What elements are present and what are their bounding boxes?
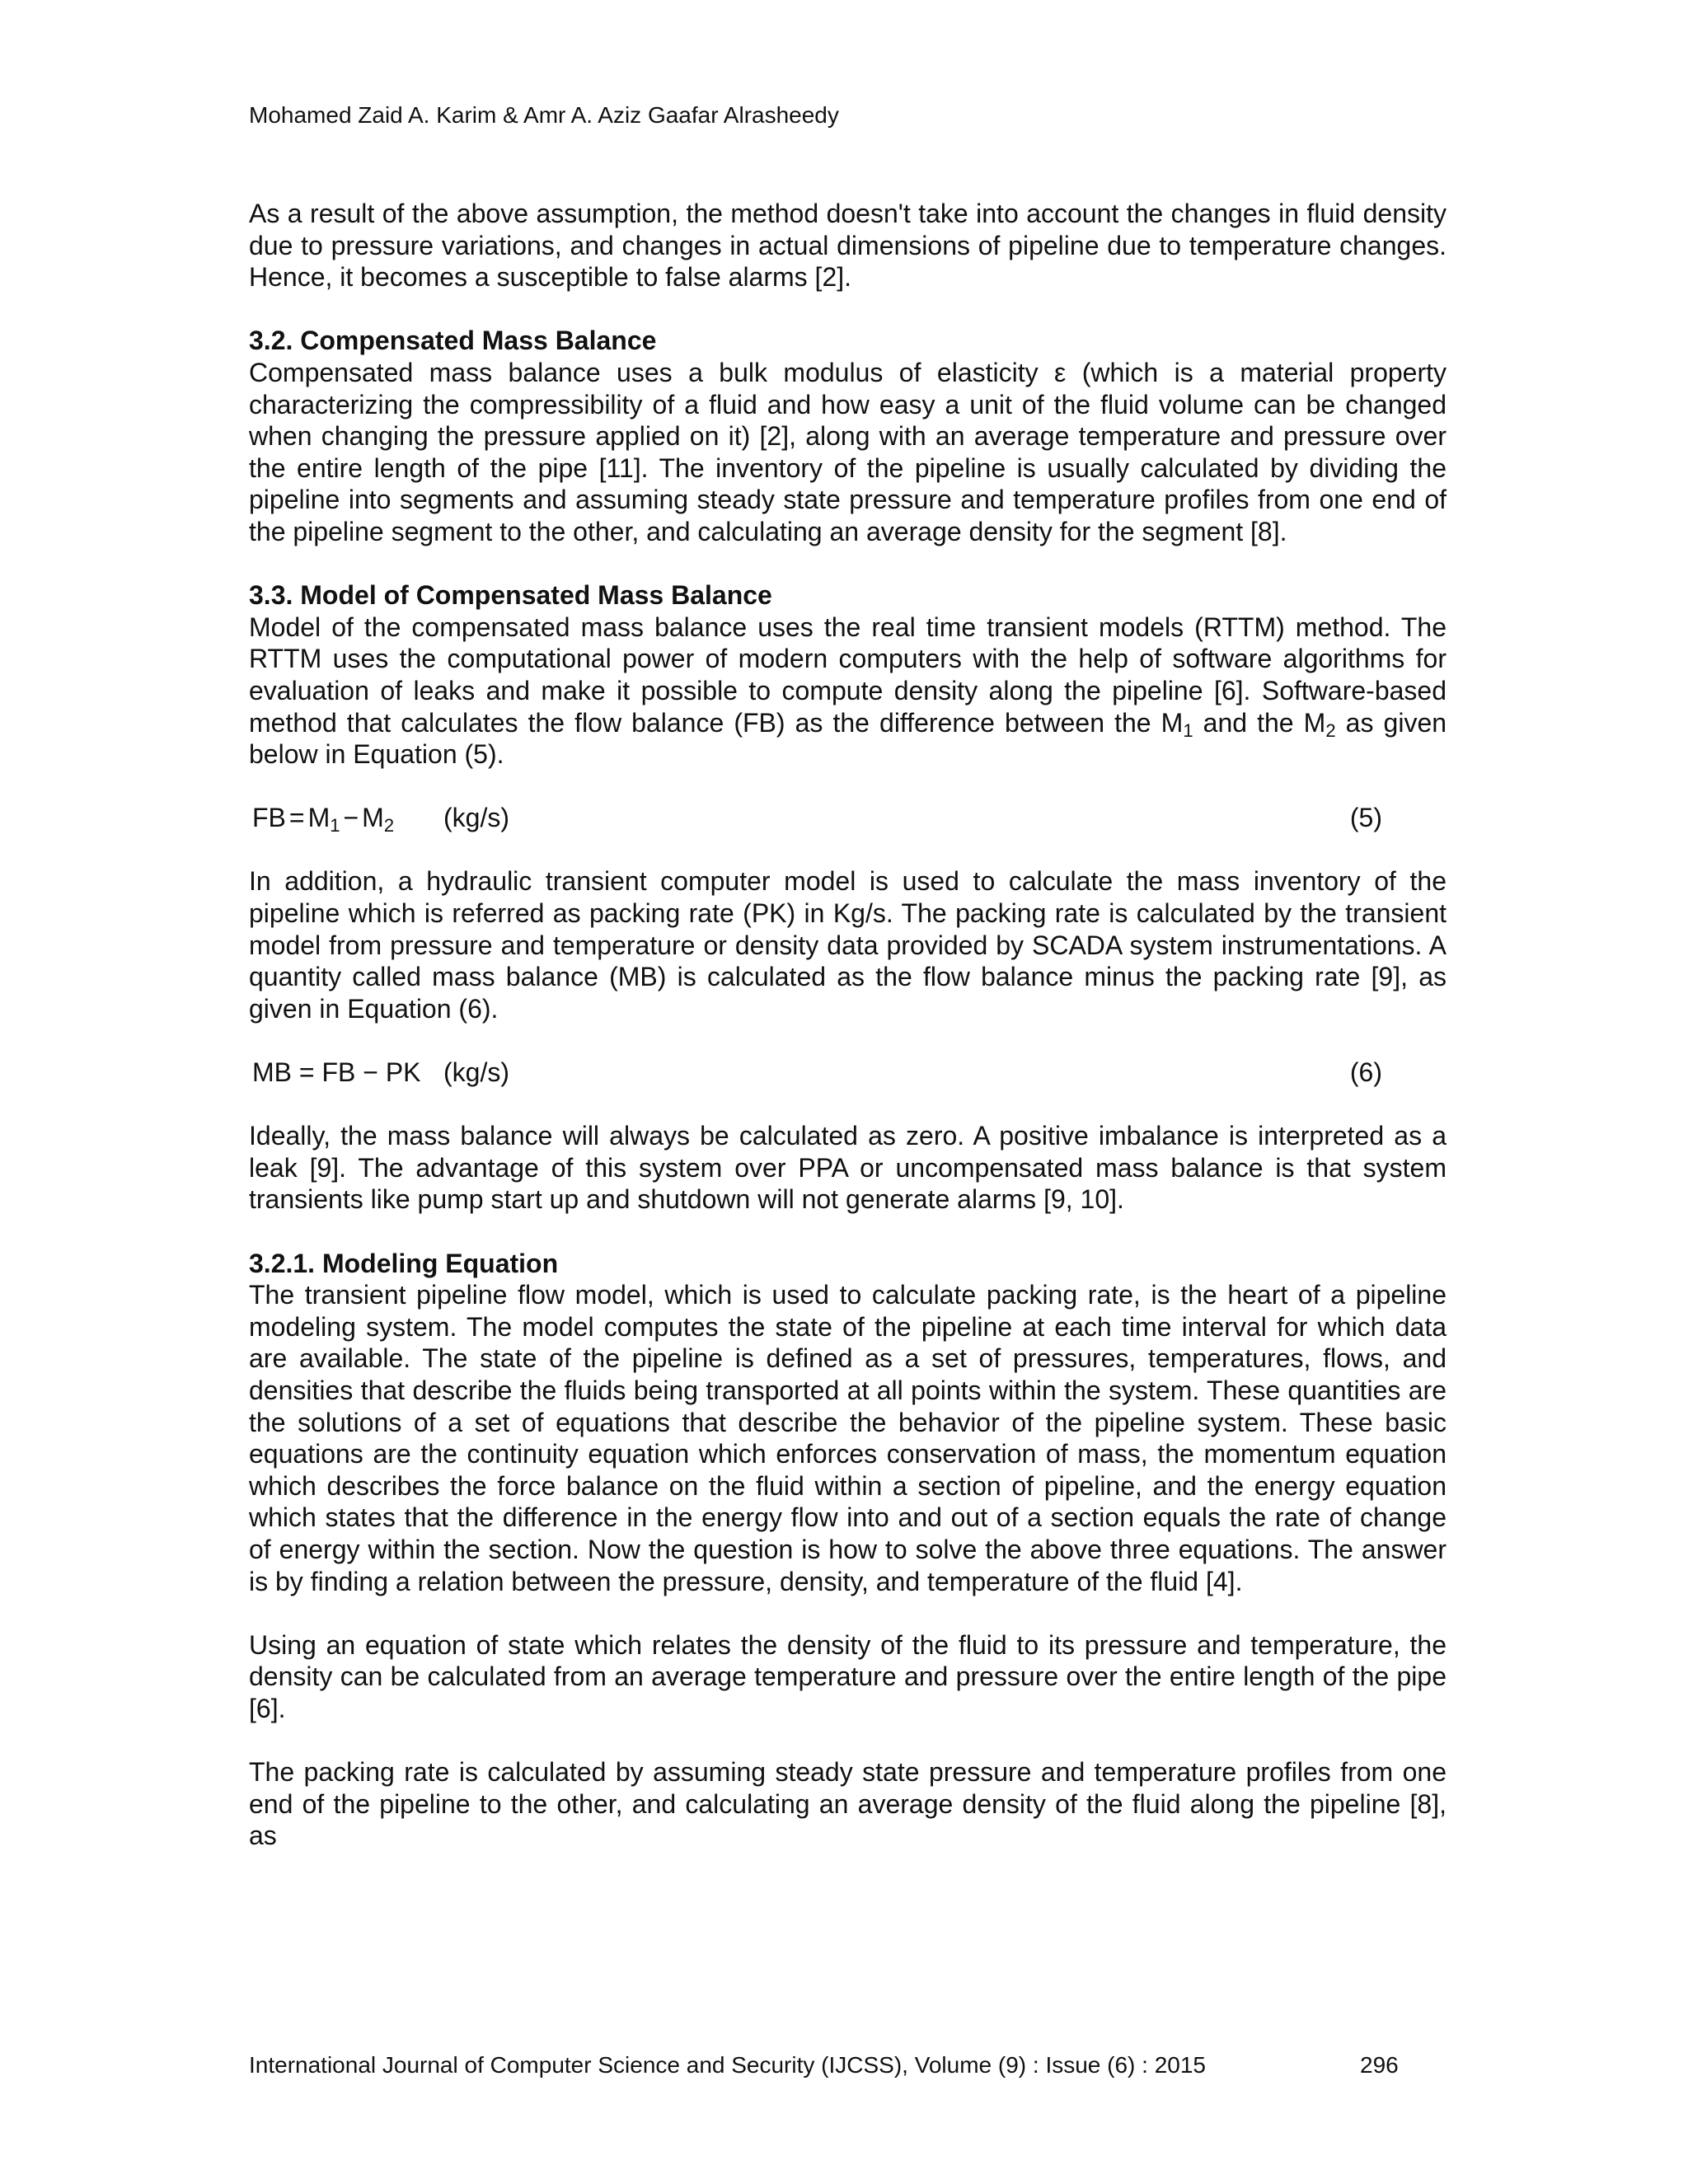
- subscript-2: 2: [1325, 719, 1336, 741]
- equation-5-number: (5): [1349, 803, 1382, 833]
- eq5-minus: −: [343, 803, 359, 833]
- equation-6-expression: MB = FB − PK: [252, 1057, 421, 1088]
- section-heading-3-2-1: 3.2.1. Modeling Equation: [249, 1248, 559, 1278]
- eq5-sub1: 1: [330, 815, 340, 837]
- section-heading-3-3: 3.3. Model of Compensated Mass Balance: [249, 580, 772, 611]
- running-header: Mohamed Zaid A. Karim & Amr A. Aziz Gaafar Alrasheedy: [249, 102, 839, 128]
- page-number: 296: [1360, 2052, 1399, 2078]
- page-body: [249, 198, 1447, 1852]
- section-3-2-paragraph: Compensated mass balance uses a bulk modulus of elasticity ε (which is a material property characterizing the compressibility of a fluid and how easy a unit of the fluid volume can be changed when changing the pressure applied on it) [2], along with an average temperature and pressure over the entire length of the pipe [11]. The inventory of the pipeline is usually calculated by dividing the pipeline into segments and assuming steady state pressure and temperature profiles from one end of the pipeline segment to the other, and calculating an average density for the segment [8].: [249, 357, 1447, 546]
- section-3-3-tail: as given below in Equation (5).: [249, 707, 1447, 770]
- equation-6-number: (6): [1349, 1057, 1382, 1088]
- eq5-equals: =: [288, 803, 305, 833]
- equation-5-unit: (kg/s): [443, 803, 509, 833]
- packing-calc-paragraph: The packing rate is calculated by assuming steady state pressure and temperature profiles from one end of the pipeline to the other, and calculating an average density of the fluid along the pipeline [8], as: [249, 1757, 1447, 1851]
- eq5-lhs: FB: [252, 803, 286, 833]
- section-heading-3-2: 3.2. Compensated Mass Balance: [249, 326, 657, 356]
- equation-6: [249, 1057, 1447, 1089]
- ideal-balance-paragraph: Ideally, the mass balance will always be calculated as zero. A positive imbalance is interpreted as a leak [9]. The advantage of this system over PPA or uncompensated mass balance is that system transients like pump start up and shutdown will not generate alarms [9, 10].: [249, 1121, 1447, 1215]
- subscript-1: 1: [1183, 719, 1193, 741]
- section-3-3: [249, 579, 1447, 771]
- section-3-3-text: Model of the compensated mass balance uses the real time transient models (RTTM) method. The RTTM uses the computational power of modern computers with the help of software algorithms for evaluation of leaks and make it possible to compute density along the pipeline [6]. Software-based method that calculates the flow balance (FB) as the difference between the M: [249, 612, 1447, 738]
- eq5-m1: M: [307, 803, 331, 833]
- section-3-3-and: and the M: [1203, 707, 1326, 738]
- section-3-3-paragraph: [249, 612, 1447, 771]
- equation-5: [249, 802, 1447, 837]
- section-3-2-1-paragraph: The transient pipeline flow model, which is used to calculate packing rate, is the heart of a pipeline modeling system. The model computes the state of the pipeline at each time interval for which data are available. The state of the pipeline is defined as a set of pressures, temperatures, flows, and densities that describe the fluids being transported at all points within the system. These quantities are the solutions of a set of equations that describe the behavior of the pipeline system. These basic equations are the continuity equation which enforces conservation of mass, the momentum equation which describes the force balance on the fluid within a section of pipeline, and the energy equation which states that the difference in the energy flow into and out of a section equals the rate of change of energy within the section. Now the question is how to solve the above three equations. The answer is by finding a relation between the pressure, density, and temperature of the fluid [4].: [249, 1280, 1447, 1596]
- eq5-sub2: 2: [383, 815, 395, 837]
- state-equation-paragraph: Using an equation of state which relates the density of the fluid to its pressure and temperature, the density can be calculated from an average temperature and pressure over the entire length of the pipe [6].: [249, 1629, 1447, 1723]
- intro-paragraph: As a result of the above assumption, the method doesn't take into account the changes in fluid density due to pressure variations, and changes in actual dimensions of pipeline due to temperature changes. Hence, it becomes a susceptible to false alarms [2].: [249, 199, 1447, 293]
- equation-5-expression: [252, 802, 395, 837]
- section-3-2-1: [249, 1248, 1447, 1598]
- eq5-m2: M: [362, 803, 384, 833]
- packing-rate-paragraph: In addition, a hydraulic transient computer model is used to calculate the mass inventory of the pipeline which is referred as packing rate (PK) in Kg/s. The packing rate is calculated by the transient model from pressure and temperature or density data provided by SCADA system instrumentations. A quantity called mass balance (MB) is calculated as the flow balance minus the packing rate [9], as given in Equation (6).: [249, 866, 1447, 1024]
- section-3-2: [249, 325, 1447, 547]
- journal-footer: International Journal of Computer Science and Security (IJCSS), Volume (9) : Issue (6) : 2015: [249, 2052, 1207, 2078]
- equation-6-unit: (kg/s): [443, 1057, 509, 1088]
